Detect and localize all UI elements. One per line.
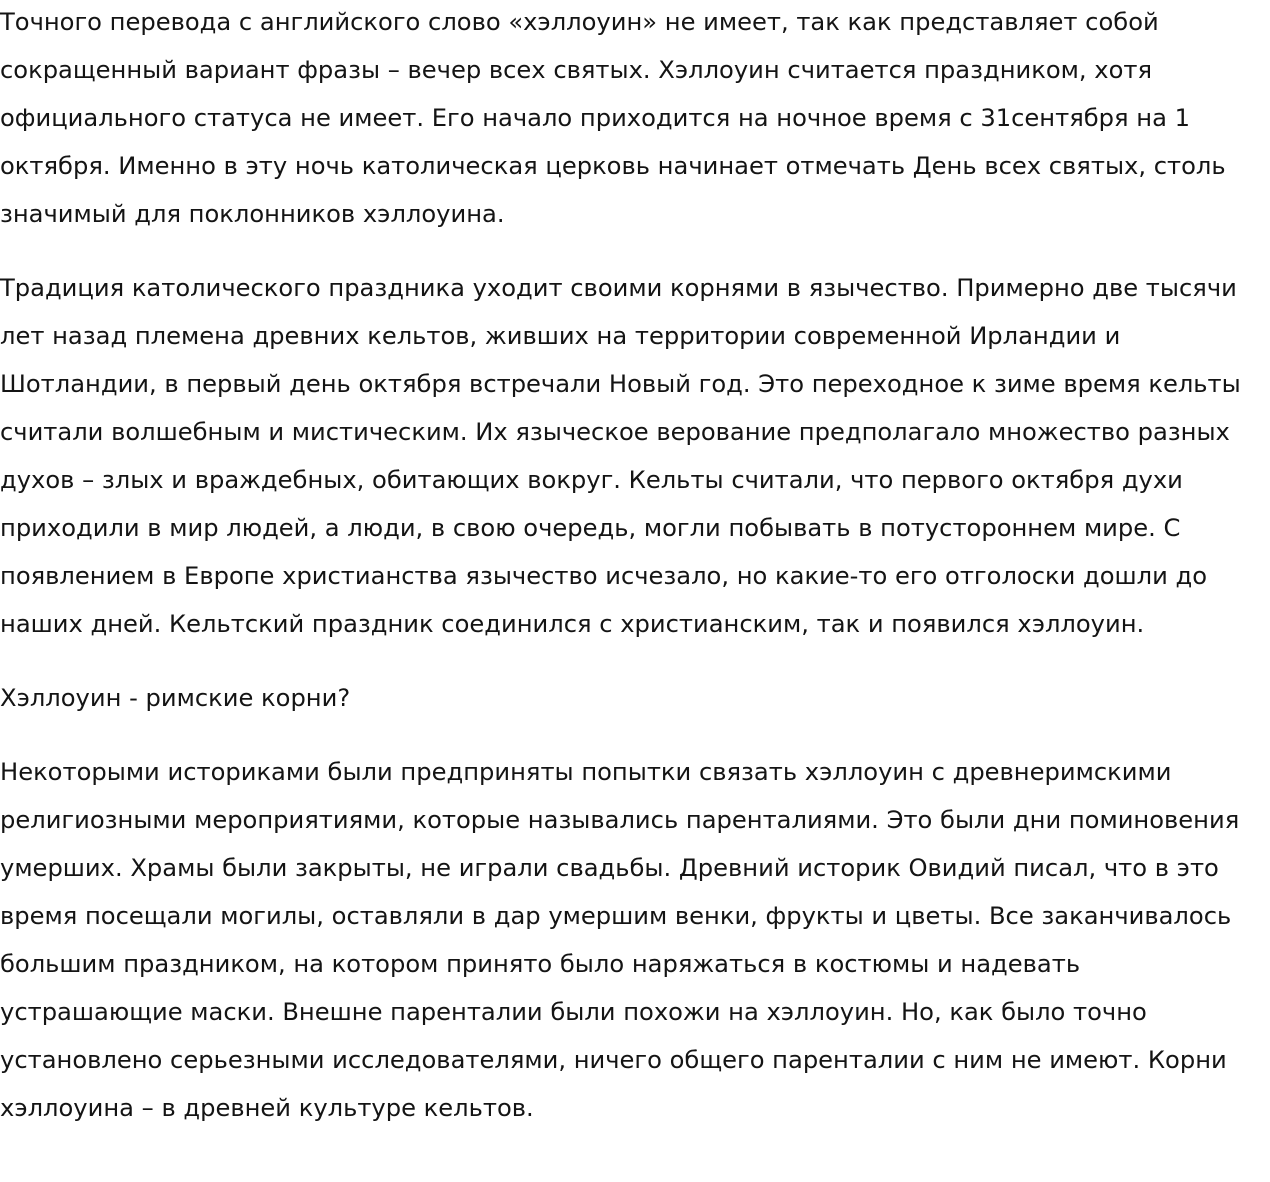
paragraph-intro: Точного перевода с английского слово «хэллоуин» не имеет, так как представляет собой сокращенный вариант фразы – вечер всех святых. Хэллоуин считается праздником, хотя официального статуса не имеет. Его начало приходится на ночное время с 31сентября на 1 октября. Именно в эту ночь католическая церковь начинает отмечать День всех святых, столь значимый для поклонников хэллоуина.	[0, 8, 1226, 228]
paragraph-celtic-origins: Традиция католического праздника уходит своими корнями в язычество. Примерно две тысячи лет назад племена древних кельтов, живших на территории современной Ирландии и Шотландии, в первый день октября встречали Новый год. Это переходное к зиме время кельты считали волшебным и мистическим. Их языческое верование предполагало множество разных духов – злых и враждебных, обитающих вокруг. Кельты считали, что первого октября духи приходили в мир людей, а люди, в свою очередь, могли побывать в потустороннем мире. С появлением в Европе христианства язычество исчезало, но какие-то его отголоски дошли до наших дней. Кельтский праздник соединился с христианским, так и появился хэллоуин.	[0, 274, 1241, 638]
paragraph-parentalia: Некоторыми историками были предприняты попытки связать хэллоуин с древнеримскими религиозными мероприятиями, которые назывались пaренталиями. Это были дни поминовения умерших. Храмы были закрыты, не играли свадьбы. Древний историк Овидий писал, что в это время посещали могилы, оставляли в дар умершим венки, фрукты и цветы. Все заканчивалось большим праздником, на котором принято было наряжаться в костюмы и надевать устрашающие маски. Внешне паренталии были похожи на хэллоуин. Но, как было точно установлено серьезными исследователями, ничего общего паренталии с ним не имеют. Корни хэллоуина – в древней культуре кельтов.	[0, 758, 1240, 1122]
section-heading-roman-roots: Хэллоуин - римские корни?	[0, 684, 351, 712]
